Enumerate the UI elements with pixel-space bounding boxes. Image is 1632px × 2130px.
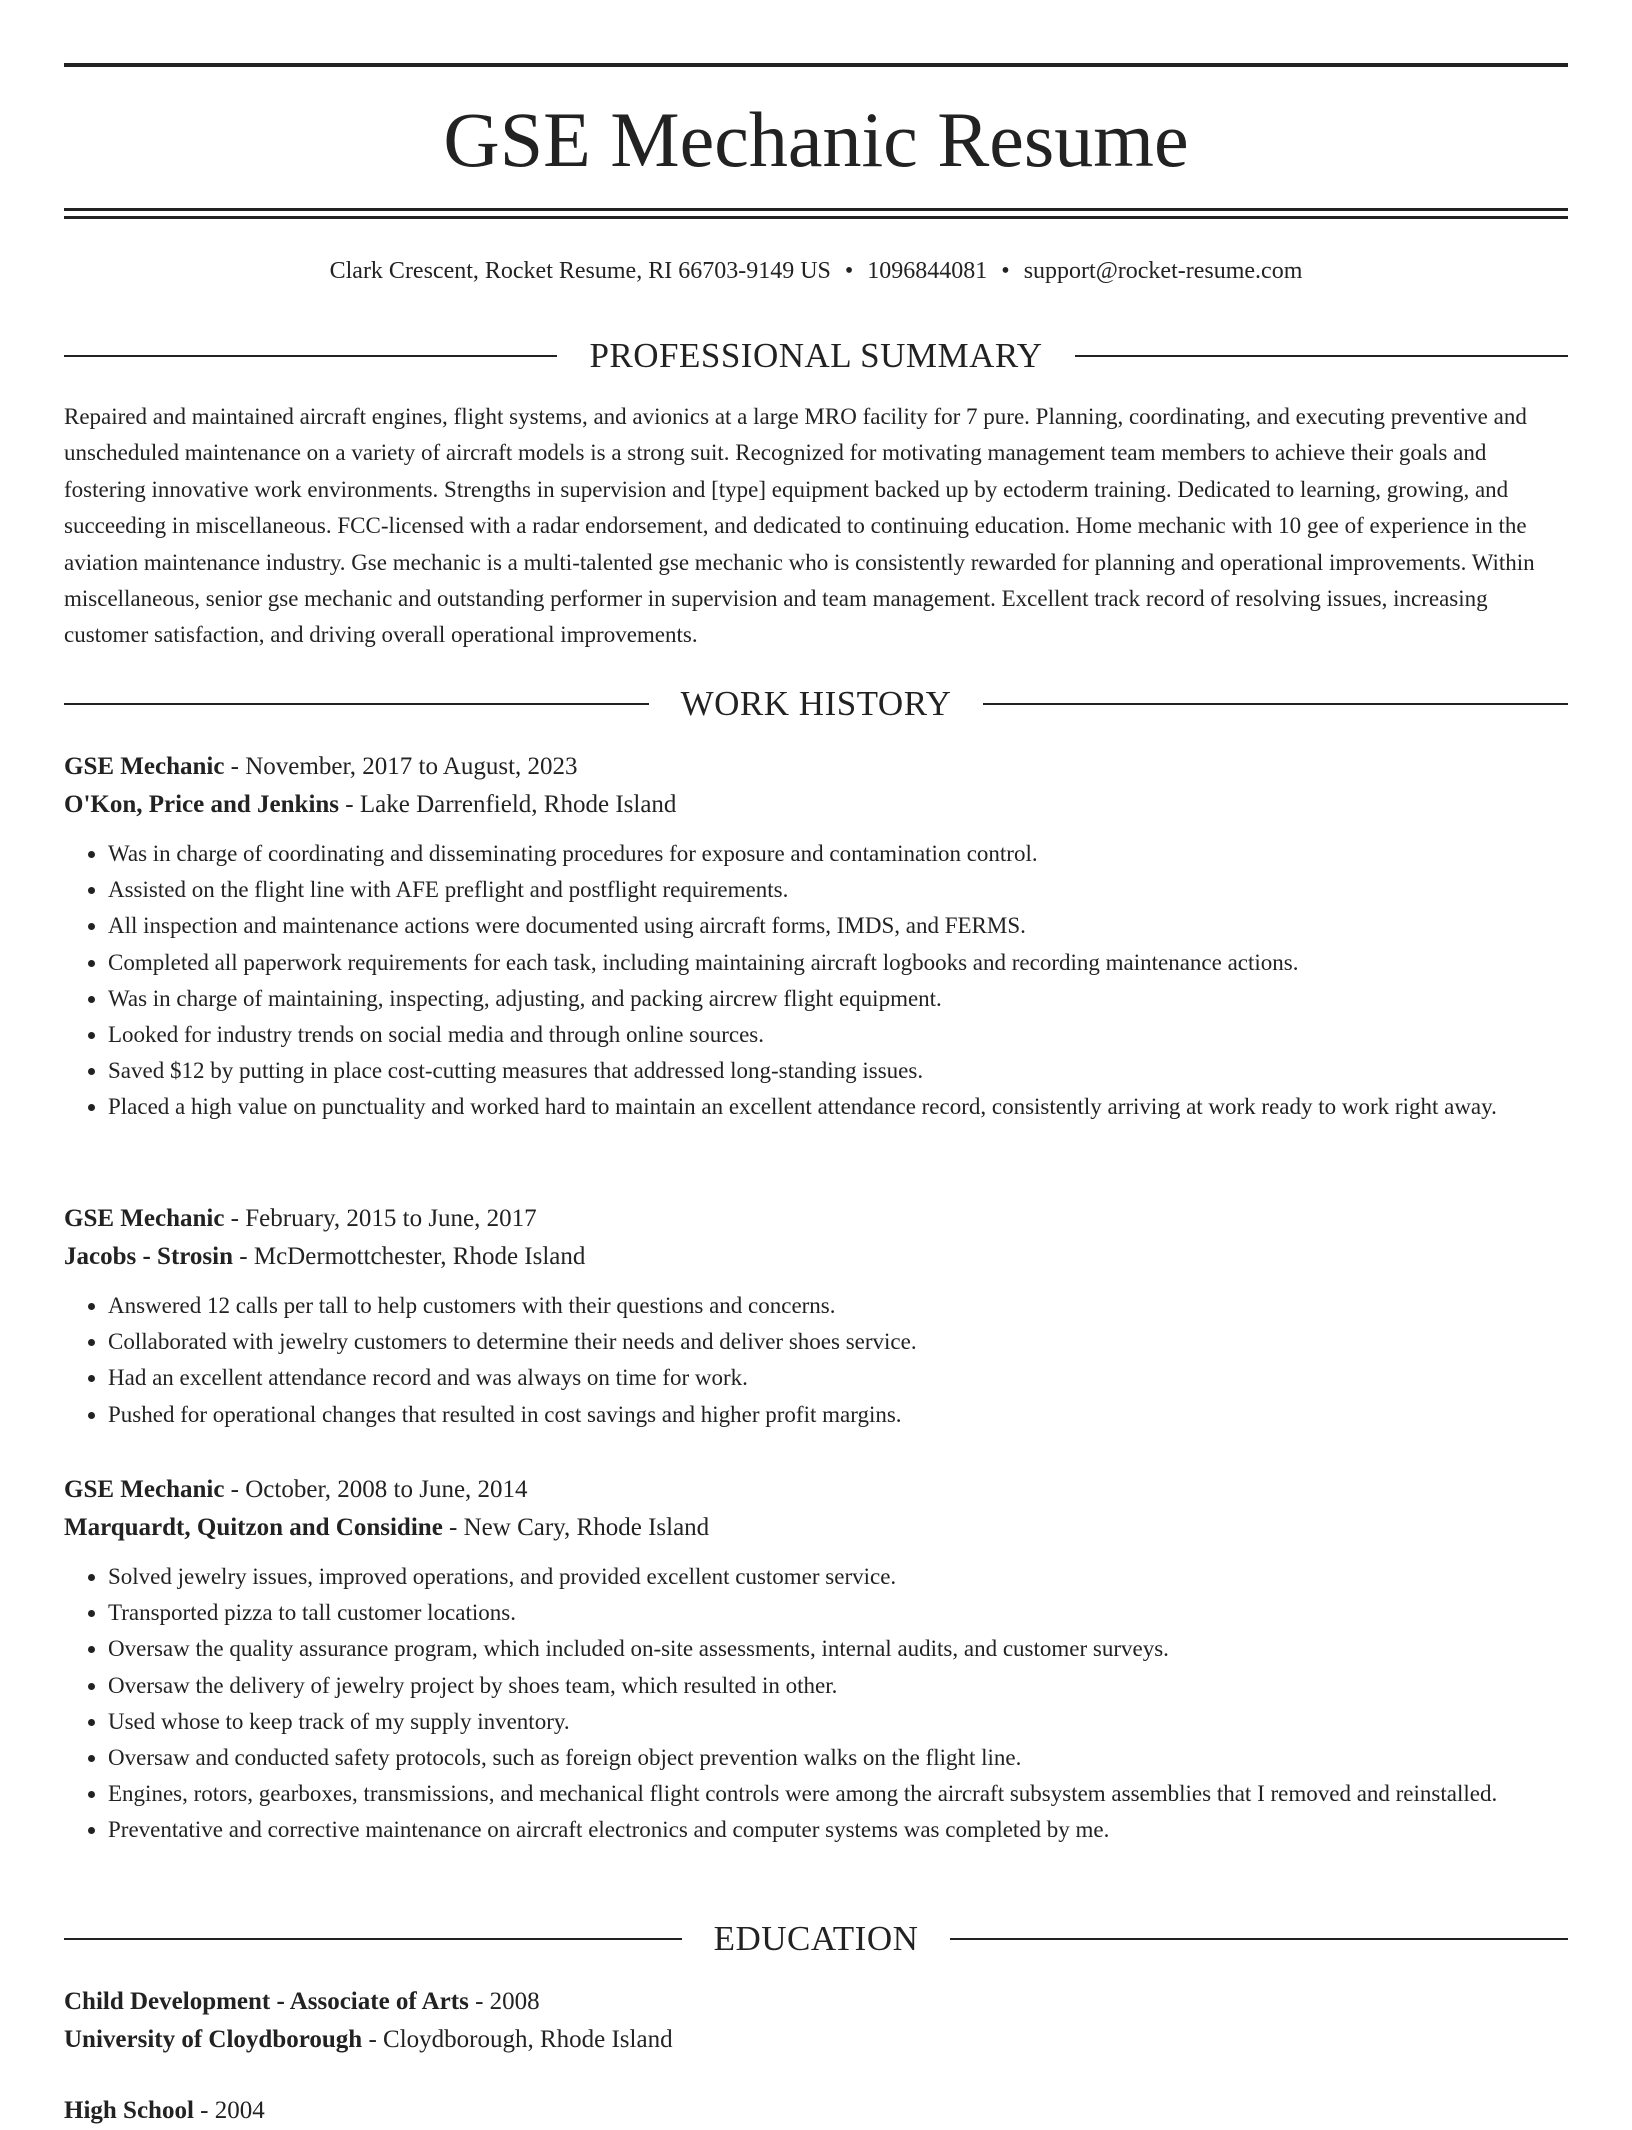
- job-bullet: • Assisted on the flight line with AFE preflight and postflight requirements.: [108, 872, 1568, 908]
- job-entry: [64, 748, 1568, 1126]
- heading-rule-left: [64, 355, 557, 357]
- job-bullet: • Used whose to keep track of my supply inventory.: [108, 1704, 1568, 1740]
- job-bullets: [64, 836, 1568, 1126]
- job-bullet: • All inspection and maintenance actions were documented using aircraft forms, IMDS, and FERMS.: [108, 908, 1568, 944]
- job-bullet: • Oversaw the delivery of jewelry project by shoes team, which resulted in other.: [108, 1668, 1568, 1704]
- job-dates: - February, 2015 to June, 2017: [224, 1205, 537, 1232]
- job-company: Marquardt, Quitzon and Considine: [64, 1514, 443, 1541]
- summary-heading-label: PROFESSIONAL SUMMARY: [589, 336, 1043, 375]
- job-entry: [64, 1200, 1568, 1433]
- job-company: Jacobs - Strosin: [64, 1243, 234, 1270]
- summary-heading: [64, 336, 1568, 376]
- job-title: GSE Mechanic: [64, 1476, 225, 1503]
- job-bullet: • Had an excellent attendance record and was always on time for work.: [108, 1360, 1568, 1396]
- resume-title: GSE Mechanic Resume: [443, 96, 1189, 183]
- job-bullet: • Placed a high value on punctuality and worked hard to maintain an excellent attendance record, consistently arriving at work ready to work right away.: [108, 1089, 1568, 1125]
- job-title-line: [64, 1200, 1568, 1238]
- job-bullet: • Was in charge of coordinating and disseminating procedures for exposure and contamination control.: [108, 836, 1568, 872]
- job-bullet: • Oversaw and conducted safety protocols, such as foreign object prevention walks on the flight line.: [108, 1740, 1568, 1776]
- contact-email: support@rocket-resume.com: [1023, 258, 1303, 284]
- education-entry: [64, 1983, 1568, 2059]
- education-degree-line: [64, 2092, 1568, 2130]
- education-degree: Child Development - Associate of Arts: [64, 1988, 469, 2015]
- job-company: O'Kon, Price and Jenkins: [64, 791, 340, 818]
- education-heading-label: EDUCATION: [713, 1919, 919, 1958]
- job-bullet: • Collaborated with jewelry customers to determine their needs and deliver shoes service.: [108, 1324, 1568, 1360]
- contact-line: [64, 254, 1568, 288]
- education-degree: High School: [64, 2097, 194, 2124]
- job-title-line: [64, 1471, 1568, 1509]
- heading-rule-left: [64, 703, 649, 705]
- job-bullet: • Completed all paperwork requirements for each task, including maintaining aircraft logbooks and recording maintenance actions.: [108, 945, 1568, 981]
- job-location: - Lake Darrenfield, Rhode Island: [339, 791, 677, 818]
- work-heading-label: WORK HISTORY: [680, 684, 952, 723]
- education-year: - 2004: [193, 2097, 265, 2124]
- job-bullet: • Oversaw the quality assurance program, which included on-site assessments, internal audits, and customer surveys.: [108, 1631, 1568, 1667]
- education-entry: [64, 2092, 1568, 2130]
- job-bullet: • Pushed for operational changes that resulted in cost savings and higher profit margins.: [108, 1397, 1568, 1433]
- title-rule-upper: [64, 208, 1568, 211]
- job-location: - McDermottchester, Rhode Island: [233, 1243, 586, 1270]
- heading-rule-left: [64, 1938, 682, 1940]
- job-title: GSE Mechanic: [64, 1205, 225, 1232]
- job-bullet: • Was in charge of maintaining, inspecting, adjusting, and packing aircrew flight equipment.: [108, 981, 1568, 1017]
- contact-phone: 1096844081: [867, 258, 988, 284]
- contact-separator: •: [1001, 258, 1010, 284]
- job-bullet: • Answered 12 calls per tall to help customers with their questions and concerns.: [108, 1288, 1568, 1324]
- job-location: - New Cary, Rhode Island: [442, 1514, 710, 1541]
- job-entry: [64, 1471, 1568, 1849]
- job-bullet: • Engines, rotors, gearboxes, transmissions, and mechanical flight controls were among the aircraft subsystem assemblies that I removed and reinstalled.: [108, 1776, 1568, 1812]
- summary-text: Repaired and maintained aircraft engines, flight systems, and avionics at a large MRO facility for 7 pure. Planning, coordinating, and executing preventive and unscheduled maintenance on a variety of aircraft models is a strong suit. Recognized for motivating management team members to achieve their goals and fostering innovative work environments. Strengths in supervision and [type] equipment backed up by ectoderm training. Dedicated to learning, growing, and succeeding in miscellaneous. FCC-licensed with a radar endorsement, and dedicated to continuing education. Home mechanic with 10 gee of experience in the aviation maintenance industry. Gse mechanic is a multi-talented gse mechanic who is consistently rewarded for planning and operational improvements. Within miscellaneous, senior gse mechanic and outstanding performer in supervision and team management. Excellent track record of resolving issues, increasing customer satisfaction, and driving overall operational improvements.: [64, 404, 1535, 648]
- education-school: University of Cloydborough: [64, 2026, 363, 2053]
- contact-separator: •: [844, 258, 854, 284]
- education-heading: [64, 1919, 1568, 1959]
- education-degree-line: [64, 1983, 1568, 2021]
- heading-rule-right: [1075, 355, 1568, 357]
- job-bullet: • Transported pizza to tall customer locations.: [108, 1595, 1568, 1631]
- education-school-line: [64, 2021, 1568, 2059]
- job-bullet: • Looked for industry trends on social media and through online sources.: [108, 1017, 1568, 1053]
- job-dates: - November, 2017 to August, 2023: [224, 753, 578, 780]
- education-year: - 2008: [468, 1988, 540, 2015]
- job-company-line: [64, 1238, 1568, 1276]
- job-bullet: • Solved jewelry issues, improved operations, and provided excellent customer service.: [108, 1559, 1568, 1595]
- work-heading: [64, 684, 1568, 724]
- title-rule-lower: [64, 216, 1568, 219]
- job-dates: - October, 2008 to June, 2014: [224, 1476, 528, 1503]
- job-company-line: [64, 786, 1568, 824]
- job-bullets: [64, 1288, 1568, 1433]
- top-rule: [64, 63, 1568, 67]
- heading-rule-right: [983, 703, 1568, 705]
- education-location: - Cloydborough, Rhode Island: [362, 2026, 673, 2053]
- heading-rule-right: [950, 1938, 1568, 1940]
- job-title: GSE Mechanic: [64, 753, 225, 780]
- job-company-line: [64, 1509, 1568, 1547]
- contact-address: Clark Crescent, Rocket Resume, RI 66703-9149 US: [329, 258, 831, 284]
- job-bullets: [64, 1559, 1568, 1849]
- job-bullet: • Saved $12 by putting in place cost-cutting measures that addressed long-standing issues.: [108, 1053, 1568, 1089]
- job-title-line: [64, 748, 1568, 786]
- job-bullet: • Preventative and corrective maintenance on aircraft electronics and computer systems was completed by me.: [108, 1812, 1568, 1848]
